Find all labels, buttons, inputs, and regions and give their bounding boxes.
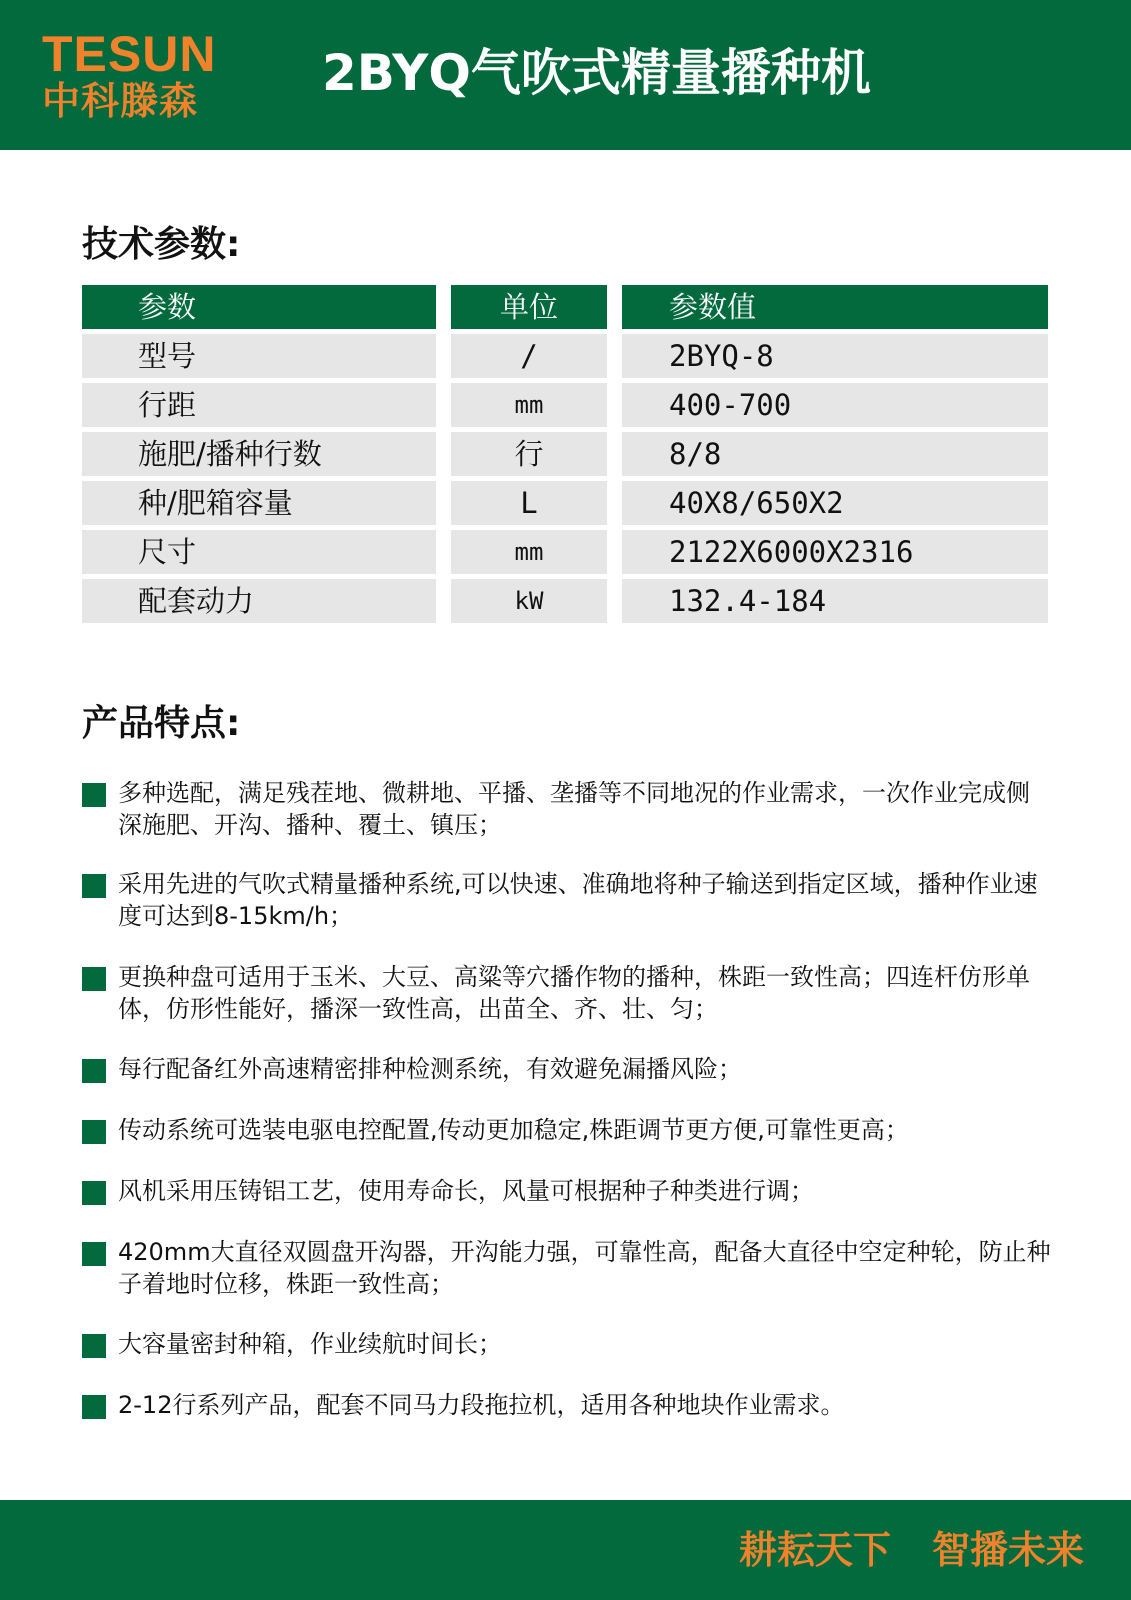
brand-logo [42, 28, 247, 123]
header-cell-unit: 单位 [451, 285, 607, 329]
square-bullet-icon [82, 1181, 106, 1205]
table-row [82, 579, 1048, 623]
square-bullet-icon [82, 1242, 106, 1266]
unit-cell: mm [451, 383, 607, 427]
feature-text: 传动系统可选装电驱电控配置,传动更加稳定,株距调节更方便,可靠性更高； [118, 1116, 909, 1144]
header-bar [0, 0, 1131, 150]
list-item [82, 1175, 1052, 1207]
spec-table [82, 285, 1048, 628]
square-bullet-icon [82, 874, 106, 898]
feature-text: 更换种盘可适用于玉米、大豆、高粱等穴播作物的播种，株距一致性高；四连杆仿形单体，仿形性能好，播深一致性高，出苗全、齐、壮、匀； [118, 963, 1030, 1023]
value-cell: 8/8 [622, 432, 1048, 476]
logo-english: TESUN [42, 26, 217, 82]
slogan-right: 智播未来 [932, 1528, 1085, 1572]
list-item [82, 961, 1052, 1025]
square-bullet-icon [82, 1395, 106, 1419]
list-item [82, 1053, 1052, 1085]
list-item [82, 1236, 1052, 1300]
list-item [82, 1114, 1052, 1146]
table-row [82, 334, 1048, 378]
unit-cell: 行 [451, 432, 607, 476]
unit-cell: L [451, 481, 607, 525]
feature-text: 风机采用压铸铝工艺，使用寿命长，风量可根据种子种类进行调； [118, 1177, 814, 1205]
value-cell: 400-700 [622, 383, 1048, 427]
param-cell: 型号 [82, 334, 436, 378]
table-row [82, 530, 1048, 574]
slogan-left: 耕耘天下 [739, 1528, 892, 1572]
footer-bar [0, 1500, 1131, 1600]
square-bullet-icon [82, 1120, 106, 1144]
param-cell: 种/肥箱容量 [82, 481, 436, 525]
feature-text: 大容量密封种箱，作业续航时间长； [118, 1330, 502, 1358]
feature-text: 采用先进的气吹式精量播种系统,可以快速、准确地将种子输送到指定区域，播种作业速度可达到8-15km/h； [118, 870, 1038, 930]
value-cell: 40X8/650X2 [622, 481, 1048, 525]
unit-cell: kW [451, 579, 607, 623]
feature-text: 每行配备红外高速精密排种检测系统，有效避免漏播风险； [118, 1055, 742, 1083]
value-cell: 2BYQ-8 [622, 334, 1048, 378]
specs-section-title: 技术参数: [82, 224, 241, 265]
param-cell: 尺寸 [82, 530, 436, 574]
square-bullet-icon [82, 783, 106, 807]
page-title: 2BYQ气吹式精量播种机 [322, 44, 871, 102]
feature-text: 2-12行系列产品，配套不同马力段拖拉机，适用各种地块作业需求。 [118, 1391, 845, 1419]
list-item [82, 1328, 1052, 1360]
feature-text: 多种选配，满足残茬地、微耕地、平播、垄播等不同地况的作业需求，一次作业完成侧深施肥、开沟、播种、覆土、镇压； [118, 779, 1030, 839]
square-bullet-icon [82, 967, 106, 991]
value-cell: 2122X6000X2316 [622, 530, 1048, 574]
table-row [82, 383, 1048, 427]
square-bullet-icon [82, 1059, 106, 1083]
header-cell-param: 参数 [82, 285, 436, 329]
unit-cell: mm [451, 530, 607, 574]
list-item [82, 1389, 1052, 1421]
table-row [82, 481, 1048, 525]
param-cell: 行距 [82, 383, 436, 427]
table-header-row [82, 285, 1048, 329]
unit-cell: / [451, 334, 607, 378]
list-item [82, 868, 1052, 932]
features-section-title: 产品特点: [82, 703, 241, 744]
square-bullet-icon [82, 1334, 106, 1358]
param-cell: 施肥/播种行数 [82, 432, 436, 476]
feature-list [82, 777, 1052, 1421]
param-cell: 配套动力 [82, 579, 436, 623]
list-item [82, 777, 1052, 841]
header-cell-value: 参数值 [622, 285, 1048, 329]
value-cell: 132.4-184 [622, 579, 1048, 623]
logo-chinese: 中科滕森 [42, 79, 199, 123]
table-row [82, 432, 1048, 476]
feature-text: 420mm大直径双圆盘开沟器，开沟能力强，可靠性高，配备大直径中空定种轮，防止种子着地时位移，株距一致性高； [118, 1238, 1051, 1298]
